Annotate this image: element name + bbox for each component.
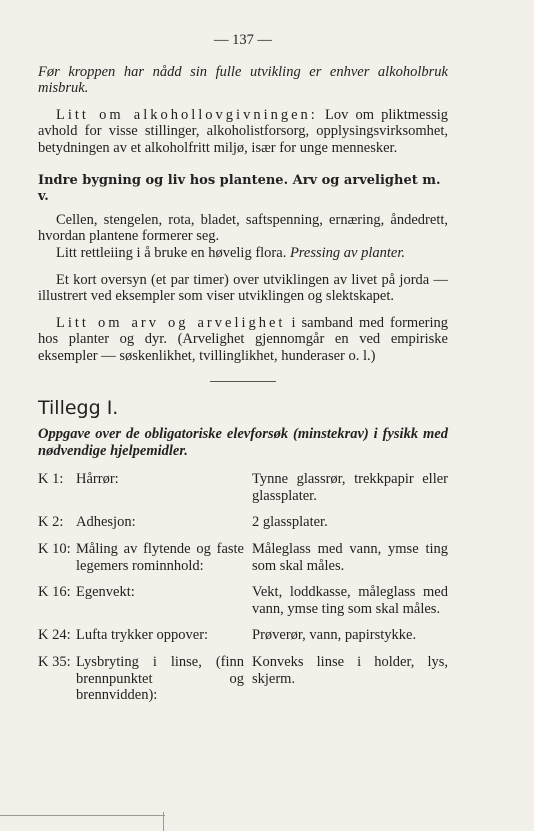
document-page <box>38 32 448 704</box>
paragraph-text: Litt rettleiing i å bruke en høvelig flora. <box>56 244 290 261</box>
page-number: — 137 — <box>214 32 272 48</box>
experiment-name: Lufta trykker oppover: <box>76 627 209 644</box>
table-row <box>38 471 448 514</box>
experiment-materials: Måleglass med vann, ymse ting som skal måles. <box>252 541 448 574</box>
paragraph-italic: Pressing av planter. <box>289 244 406 261</box>
experiment-code: K 10: <box>38 541 71 558</box>
paragraph-cells: Cellen, stengelen, rota, bladet, saftspenning, ernæring, åndedrett, hvordan plantene formerer seg. <box>38 211 448 245</box>
table-row <box>38 627 448 654</box>
experiment-materials: 2 glassplater. <box>252 514 328 531</box>
scan-edge-tick <box>163 812 164 831</box>
experiment-name: Adhesjon: <box>76 514 136 531</box>
experiment-code: K 1: <box>38 471 64 488</box>
appendix-title: Tillegg I. <box>38 396 119 419</box>
table-row <box>38 514 448 541</box>
paragraph-lead: Litt om arv og arvelighet <box>56 314 286 331</box>
experiments-table <box>38 471 448 704</box>
experiment-code: K 35: <box>38 654 71 671</box>
intro-statement: Før kroppen har nådd sin fulle utvikling er enhver alkoholbruk misbruk. <box>38 63 448 97</box>
scan-edge-line <box>0 815 165 816</box>
paragraph-text: Lov om pliktmessig avhold for visse stillinger, alkoholistforsorg, opplysingsvirksomhet, betydningen av et alkoholfritt miljø, især for unge mennesker. <box>38 106 449 156</box>
paragraph-alcohol-law <box>38 107 448 157</box>
paragraph-heredity <box>38 315 448 365</box>
appendix-subtitle: Oppgave over de obligatoriske elevforsøk (minstekrav) i fysikk med nødvendige hjelpemidler. <box>38 426 448 459</box>
experiment-materials: Prøverør, vann, papirstykke. <box>252 627 417 644</box>
experiment-code: K 2: <box>38 514 64 531</box>
section-heading: Indre bygning og liv hos plantene. Arv og arvelighet m. v. <box>38 172 441 205</box>
experiment-name: Egenvekt: <box>76 584 135 601</box>
experiment-code: K 24: <box>38 627 71 644</box>
paragraph-text: i samband med formering hos planter og dyr. (Arvelighet gjennomgår en ved empiriske eksempler — søskenlikhet, tvillinglikhet, hunderaser o. l.) <box>38 314 448 364</box>
paragraph-evolution: Et kort oversyn (et par timer) over utviklingen av livet på jorda — illustrert ved eksempler som viser utviklingen og slektskapet. <box>38 271 448 305</box>
experiment-materials: Vekt, loddkasse, måleglass med vann, ymse ting som skal måles. <box>252 584 448 617</box>
table-row <box>38 584 448 627</box>
experiment-name: Lysbryting i linse, (finn brennpunktet og brennvidden): <box>76 654 244 704</box>
experiment-name: Måling av flytende og faste legemers rominnhold: <box>76 541 244 574</box>
table-row <box>38 654 448 704</box>
section-divider <box>210 381 276 382</box>
experiment-materials: Konveks linse i holder, lys, skjerm. <box>252 654 448 687</box>
experiment-name: Hårrør: <box>76 471 119 488</box>
paragraph-lead: Litt om alkohollovgivningen: <box>56 106 318 123</box>
experiment-materials: Tynne glassrør, trekkpapir eller glassplater. <box>252 471 448 504</box>
paragraph-flora <box>38 245 448 262</box>
experiment-code: K 16: <box>38 584 71 601</box>
table-row <box>38 541 448 584</box>
